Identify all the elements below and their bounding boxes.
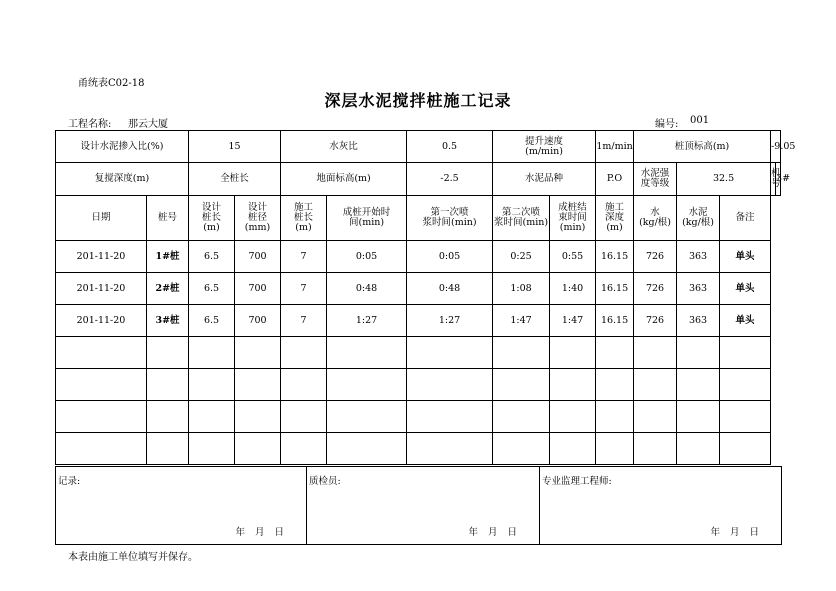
- table-cell-end-time: 1:47: [550, 305, 596, 337]
- table-cell-const-length: 7: [281, 273, 327, 305]
- month-label: 月: [729, 527, 740, 538]
- column-header-row: [56, 196, 781, 241]
- table-cell-date: 201-11-20: [56, 241, 147, 273]
- column-header-line: 施工: [294, 202, 314, 213]
- empty-cell: [235, 401, 281, 433]
- empty-cell: [634, 433, 677, 465]
- serial-number-label: 编号:: [655, 119, 679, 130]
- empty-cell: [596, 369, 634, 401]
- inspector-signature-cell: [307, 467, 540, 545]
- cement-type-label: 水泥品种: [493, 163, 596, 196]
- empty-cell: [327, 433, 407, 465]
- empty-cell: [720, 337, 771, 369]
- table-cell-first-spray: 1:27: [407, 305, 493, 337]
- table-cell-design-length: 6.5: [189, 305, 235, 337]
- inspector-label: 质检员:: [309, 476, 341, 487]
- lift-speed-value: 1m/min: [596, 131, 634, 163]
- column-header-pile-no: 桩号: [147, 196, 189, 241]
- column-header-line: 施工: [605, 202, 625, 213]
- column-header-start-time: [327, 196, 407, 241]
- table-cell-end-time: 1:40: [550, 273, 596, 305]
- column-header-remark: 备注: [720, 196, 771, 241]
- column-header-line: 成桩结: [558, 202, 587, 213]
- cement-ratio-label: 设计水泥掺入比(%): [56, 131, 189, 163]
- signature-section: [55, 466, 782, 545]
- empty-cell: [281, 369, 327, 401]
- table-cell-second-spray: 0:25: [493, 241, 550, 273]
- table-cell-design-length: 6.5: [189, 273, 235, 305]
- empty-cell: [550, 433, 596, 465]
- pile-top-elevation-value: -9.05: [771, 131, 781, 163]
- empty-cell: [56, 337, 147, 369]
- empty-cell: [407, 433, 493, 465]
- column-header-line: (m): [295, 222, 312, 233]
- table-cell-const-length: 7: [281, 305, 327, 337]
- empty-table-row: [56, 369, 781, 401]
- recorder-label: 记录:: [58, 476, 81, 487]
- empty-cell: [147, 369, 189, 401]
- empty-cell: [147, 433, 189, 465]
- column-header-first-spray: [407, 196, 493, 241]
- month-label: 月: [254, 527, 265, 538]
- empty-cell: [56, 369, 147, 401]
- table-cell-first-spray: 0:05: [407, 241, 493, 273]
- empty-cell: [596, 433, 634, 465]
- day-label: 日: [274, 527, 284, 538]
- column-header-line: (mm): [244, 222, 271, 233]
- table-cell-pile-no: 1#桩: [147, 241, 189, 273]
- empty-cell: [493, 337, 550, 369]
- column-header-line: (m): [606, 222, 623, 233]
- column-header-second-spray: [493, 196, 550, 241]
- table-cell-end-time: 0:55: [550, 241, 596, 273]
- cement-grade-label: [634, 163, 677, 196]
- empty-cell: [235, 337, 281, 369]
- lift-speed-label-line-1: 提升速度: [525, 135, 564, 147]
- empty-cell: [720, 401, 771, 433]
- column-header-line: 深度: [605, 212, 625, 223]
- table-cell-design-diameter: 700: [235, 241, 281, 273]
- column-header-line: 水泥: [688, 207, 708, 218]
- table-cell-design-diameter: 700: [235, 305, 281, 337]
- table-cell-start-time: 0:05: [327, 241, 407, 273]
- column-header-date: 日期: [56, 196, 147, 241]
- recorder-date: [225, 524, 284, 538]
- ground-elevation-label: 地面标高(m): [281, 163, 407, 196]
- empty-cell: [327, 369, 407, 401]
- remix-depth-label: 复搅深度(m): [56, 163, 189, 196]
- empty-cell: [720, 369, 771, 401]
- ground-elevation-value: -2.5: [407, 163, 493, 196]
- column-header-cement: [677, 196, 720, 241]
- empty-cell: [147, 401, 189, 433]
- lift-speed-label: [493, 131, 596, 163]
- column-header-water: [634, 196, 677, 241]
- column-header-line: (kg/根): [682, 217, 715, 228]
- empty-cell: [147, 337, 189, 369]
- wc-ratio-label: 水灰比: [281, 131, 407, 163]
- empty-cell: [407, 337, 493, 369]
- empty-cell: [596, 401, 634, 433]
- table-cell-const-depth: 16.15: [596, 241, 634, 273]
- recorder-signature-cell: [56, 467, 307, 545]
- column-header-design-length: [189, 196, 235, 241]
- table-cell-const-depth: 16.15: [596, 305, 634, 337]
- year-label: 年: [235, 527, 245, 538]
- day-label: 日: [749, 527, 759, 538]
- table-cell-const-depth: 16.15: [596, 273, 634, 305]
- empty-cell: [235, 369, 281, 401]
- empty-cell: [677, 337, 720, 369]
- empty-cell: [281, 337, 327, 369]
- cement-ratio-value: 15: [189, 131, 281, 163]
- table-cell-cement: 363: [677, 305, 720, 337]
- empty-cell: [56, 433, 147, 465]
- empty-cell: [677, 369, 720, 401]
- day-label: 日: [507, 527, 517, 538]
- serial-number-value: 001: [690, 115, 710, 126]
- column-header-line: 桩长: [294, 212, 314, 223]
- supervisor-date: [700, 524, 759, 538]
- cement-type-value: P.O: [596, 163, 634, 196]
- column-header-line: (kg/根): [639, 217, 672, 228]
- form-code: 甬统表C02-18: [78, 78, 145, 89]
- table-cell-design-length: 6.5: [189, 241, 235, 273]
- table-cell-date: 201-11-20: [56, 273, 147, 305]
- column-header-line: 束时间: [558, 212, 587, 223]
- empty-cell: [56, 401, 147, 433]
- empty-cell: [407, 369, 493, 401]
- empty-cell: [493, 401, 550, 433]
- empty-cell: [596, 337, 634, 369]
- table-cell-date: 201-11-20: [56, 305, 147, 337]
- table-cell-cement: 363: [677, 241, 720, 273]
- page-title: 深层水泥搅拌桩施工记录: [324, 91, 512, 110]
- empty-cell: [327, 337, 407, 369]
- machine-number-label: 机号: [771, 163, 776, 196]
- column-header-line: 浆时间(min): [493, 217, 549, 228]
- empty-cell: [634, 401, 677, 433]
- project-name-label: 工程名称:: [68, 119, 112, 130]
- supervisor-label: 专业监理工程师:: [542, 476, 612, 487]
- column-header-line: 桩长: [202, 212, 222, 223]
- pile-top-elevation-label: 桩顶标高(m): [634, 131, 771, 163]
- table-cell-water: 726: [634, 305, 677, 337]
- column-header-line: 成桩开始时: [342, 207, 391, 218]
- empty-table-row: [56, 337, 781, 369]
- params-row-1: [56, 131, 781, 163]
- column-header-line: (m): [203, 222, 220, 233]
- inspector-date: [458, 524, 517, 538]
- month-label: 月: [487, 527, 498, 538]
- empty-cell: [677, 401, 720, 433]
- table-cell-start-time: 1:27: [327, 305, 407, 337]
- project-name-value: 那云大厦: [128, 119, 168, 130]
- table-row: [56, 305, 781, 337]
- empty-cell: [189, 337, 235, 369]
- empty-cell: [720, 433, 771, 465]
- column-header-line: 浆时间(min): [422, 217, 477, 228]
- empty-cell: [407, 401, 493, 433]
- empty-cell: [634, 337, 677, 369]
- empty-cell: [281, 401, 327, 433]
- column-header-const-depth: [596, 196, 634, 241]
- empty-cell: [493, 369, 550, 401]
- wc-ratio-value: 0.5: [407, 131, 493, 163]
- machine-number-value: 3#: [776, 163, 781, 196]
- table-cell-remark: 单头: [720, 241, 771, 273]
- empty-cell: [634, 369, 677, 401]
- empty-cell: [189, 401, 235, 433]
- cement-grade-label-line-1: 水泥强: [640, 168, 670, 179]
- table-cell-water: 726: [634, 273, 677, 305]
- column-header-line: 第一次喷: [430, 207, 469, 218]
- column-header-line: 设计: [202, 202, 222, 213]
- table-cell-pile-no: 3#桩: [147, 305, 189, 337]
- table-cell-second-spray: 1:47: [493, 305, 550, 337]
- table-cell-pile-no: 2#桩: [147, 273, 189, 305]
- table-cell-water: 726: [634, 241, 677, 273]
- params-row-2: [56, 163, 781, 196]
- remix-depth-value: 全桩长: [189, 163, 281, 196]
- empty-cell: [189, 433, 235, 465]
- column-header-line: 间(min): [348, 217, 385, 228]
- table-cell-first-spray: 0:48: [407, 273, 493, 305]
- table-cell-design-diameter: 700: [235, 273, 281, 305]
- lift-speed-label-line-2: (m/min): [525, 145, 563, 157]
- table-cell-const-length: 7: [281, 241, 327, 273]
- column-header-const-length: [281, 196, 327, 241]
- column-header-line: 设计: [248, 202, 268, 213]
- footer-note: 本表由施工单位填写并保存。: [68, 552, 198, 563]
- column-header-line: 水: [650, 207, 660, 218]
- empty-cell: [550, 401, 596, 433]
- column-header-line: (min): [559, 222, 586, 233]
- empty-cell: [550, 337, 596, 369]
- table-row: [56, 273, 781, 305]
- cement-grade-value: 32.5: [677, 163, 771, 196]
- table-cell-cement: 363: [677, 273, 720, 305]
- table-cell-second-spray: 1:08: [493, 273, 550, 305]
- supervisor-signature-cell: [540, 467, 782, 545]
- empty-cell: [550, 369, 596, 401]
- empty-table-row: [56, 401, 781, 433]
- empty-cell: [235, 433, 281, 465]
- year-label: 年: [468, 527, 478, 538]
- empty-cell: [493, 433, 550, 465]
- empty-cell: [677, 433, 720, 465]
- construction-record-table: [55, 130, 796, 465]
- table-cell-start-time: 0:48: [327, 273, 407, 305]
- column-header-end-time: [550, 196, 596, 241]
- empty-cell: [281, 433, 327, 465]
- table-cell-remark: 单头: [720, 273, 771, 305]
- column-header-line: 桩径: [248, 212, 268, 223]
- year-label: 年: [710, 527, 720, 538]
- column-header-line: 第二次喷: [502, 207, 541, 218]
- empty-cell: [327, 401, 407, 433]
- table-row: [56, 241, 781, 273]
- empty-cell: [189, 369, 235, 401]
- empty-table-row: [56, 433, 781, 465]
- column-header-design-diameter: [235, 196, 281, 241]
- table-cell-remark: 单头: [720, 305, 771, 337]
- cement-grade-label-line-2: 度等级: [640, 178, 670, 189]
